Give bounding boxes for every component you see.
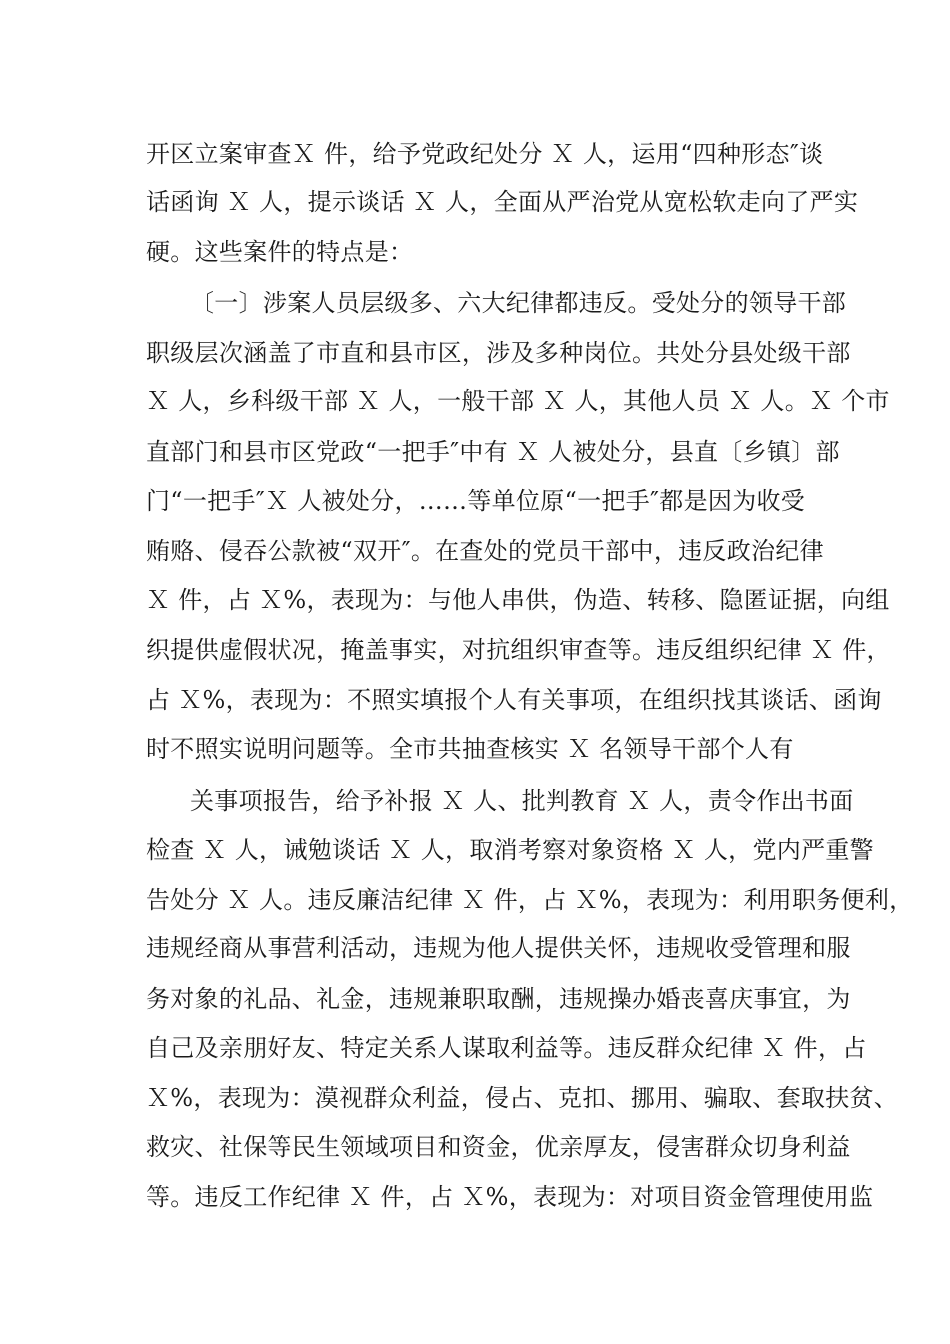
- text-line: 织提供虚假状况，掩盖事实，对抗组织审查等。违反组织纪律 Ｘ 件，: [146, 636, 891, 664]
- text-line: 等。违反工作纪律 Ｘ 件，占 Ｘ%，表现为：对项目资金管理使用监: [146, 1183, 874, 1211]
- text-line: 贿赂、侵吞公款被“双开″。在查处的党员干部中，违反政治纪律: [146, 537, 824, 565]
- text-line: 职级层次涵盖了市直和县市区，涉及多种岗位。共处分县处级干部: [146, 339, 851, 367]
- text-line: Ｘ 人，乡科级干部 Ｘ 人，一般干部 Ｘ 人，其他人员 Ｘ 人。Ｘ 个市: [146, 387, 890, 415]
- text-line: 自己及亲朋好友、特定关系人谋取利益等。违反群众纪律 Ｘ 件，占: [146, 1034, 867, 1062]
- text-line: Ｘ%，表现为：漠视群众利益，侵占、克扣、挪用、骗取、套取扶贫、: [146, 1084, 899, 1112]
- text-line: Ｘ 件，占 Ｘ%，表现为：与他人串供，伪造、转移、隐匿证据，向组: [146, 586, 890, 614]
- text-line: 直部门和县市区党政“一把手″中有 Ｘ 人被处分，县直〔乡镇〕部: [146, 438, 840, 466]
- text-line: 时不照实说明问题等。全市共抽查核实 Ｘ 名领导干部个人有: [146, 735, 794, 763]
- text-line: 救灾、社保等民生领域项目和资金，优亲厚友，侵害群众切身利益: [146, 1133, 851, 1161]
- text-line: 检查 Ｘ 人，诫勉谈话 Ｘ 人，取消考察对象资格 Ｘ 人，党内严重警: [146, 836, 874, 864]
- text-line: 话函询 Ｘ 人，提示谈话 Ｘ 人，全面从严治党从宽松软走向了严实: [146, 188, 859, 216]
- paragraph-start-line: 关事项报告，给予补报 Ｘ 人、批判教育 Ｘ 人，责令作出书面: [190, 787, 854, 815]
- text-line: 开区立案审查Ｘ 件，给予党政纪处分 Ｘ 人，运用“四种形态″谈: [146, 140, 824, 168]
- text-line: 告处分 Ｘ 人。违反廉洁纪律 Ｘ 件，占 Ｘ%，表现为：利用职务便利，: [146, 886, 914, 914]
- text-line: 占 Ｘ%，表现为：不照实填报个人有关事项，在组织找其谈话、函询: [146, 686, 882, 714]
- text-line: 违规经商从事营利活动，违规为他人提供关怀，违规收受管理和服: [146, 934, 851, 962]
- text-line: 硬。这些案件的特点是：: [146, 238, 414, 266]
- paragraph-heading-line: 〔一〕涉案人员层级多、六大纪律都违反。受处分的领导干部: [190, 289, 847, 317]
- text-line: 务对象的礼品、礼金，违规兼职取酬，违规操办婚丧喜庆事宜，为: [146, 985, 851, 1013]
- text-line: 门“一把手″Ｘ 人被处分，……等单位原“一把手″都是因为收受: [146, 487, 806, 515]
